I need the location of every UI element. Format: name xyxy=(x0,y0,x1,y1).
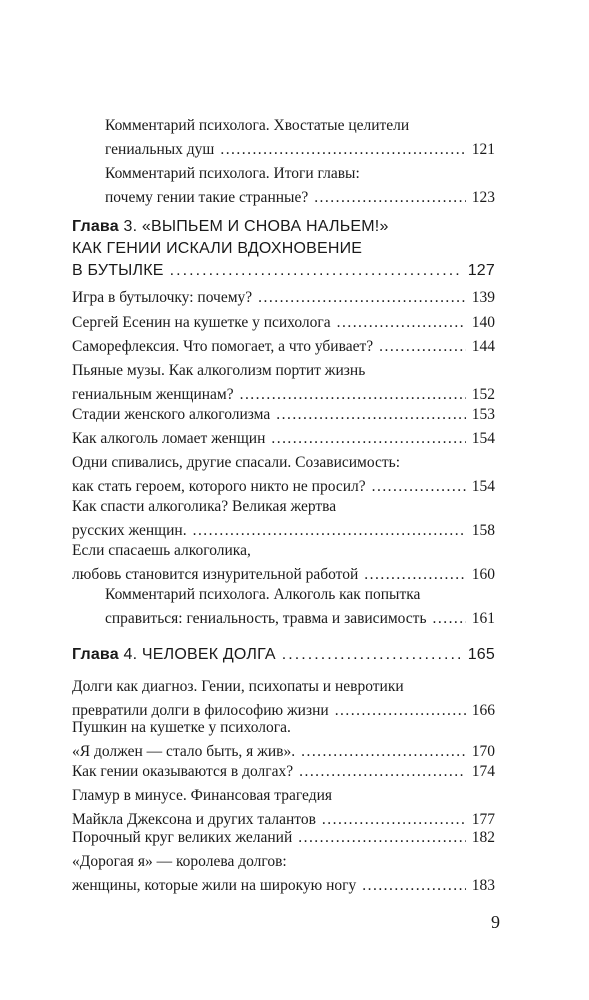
toc-page-number: 166 xyxy=(471,702,495,719)
toc-page-number: 165 xyxy=(467,646,495,663)
toc-entry xyxy=(72,403,495,427)
toc-entry-title: Комментарий психолога. Алкоголь как попытка xyxy=(105,586,421,603)
dot-leader xyxy=(298,826,466,850)
dot-leader xyxy=(337,311,466,335)
toc-entry-title: Стадии женского алкоголизма xyxy=(72,406,271,423)
toc-entry xyxy=(72,850,495,898)
toc-entry-title: русских женщин. xyxy=(72,522,187,539)
toc-entry-title: гениальных душ xyxy=(105,141,215,158)
toc-entry xyxy=(72,784,495,832)
chapter-heading xyxy=(72,644,495,666)
toc-entry xyxy=(72,495,495,543)
toc-entry-title: любовь становится изнурительной работой xyxy=(72,566,359,583)
chapter-title: КАК ГЕНИИ ИСКАЛИ ВДОХНОВЕНИЕ xyxy=(72,240,363,257)
dot-leader xyxy=(362,874,465,898)
toc-entry xyxy=(105,114,495,162)
toc-entry-title: Порочный круг великих желаний xyxy=(72,829,293,846)
toc-entry-title: справиться: гениальность, травма и зависимость xyxy=(105,610,427,627)
chapter-title: В БУТЫЛКЕ xyxy=(72,262,164,279)
dot-leader xyxy=(170,260,462,282)
toc-entry xyxy=(72,539,495,587)
toc-page-number: 170 xyxy=(471,743,495,760)
dot-leader xyxy=(220,138,465,162)
dot-leader xyxy=(282,644,462,666)
toc-entry-title: Пушкин на кушетке у психолога. xyxy=(72,719,291,736)
toc-page-number: 160 xyxy=(471,566,495,583)
toc-page-number: 139 xyxy=(471,289,495,306)
toc-page-number: 183 xyxy=(471,877,495,894)
toc-entry-title: Как спасти алкоголика? Великая жертва xyxy=(72,498,337,515)
toc-page-number: 121 xyxy=(471,141,495,158)
dot-leader xyxy=(314,186,466,210)
toc-entry-title: Сергей Есенин на кушетке у психолога xyxy=(72,314,331,331)
toc-entry-title: почему гении такие странные? xyxy=(105,189,309,206)
toc-entry-title: как стать героем, которого никто не просил? xyxy=(72,478,366,495)
toc-page-number: 127 xyxy=(467,262,495,279)
toc-page-number: 123 xyxy=(471,189,495,206)
toc-entry-title: гениальным женщинам? xyxy=(72,386,234,403)
toc-entry xyxy=(105,162,495,210)
toc-entry-title: Комментарий психолога. Итоги главы: xyxy=(105,165,360,182)
toc-entry-title: Саморефлексия. Что помогает, а что убивает? xyxy=(72,338,374,355)
toc-entry-title: Гламур в минусе. Финансовая трагедия xyxy=(72,787,333,804)
page-number: 9 xyxy=(491,912,500,932)
toc-entry xyxy=(72,451,495,499)
toc-page-number: 144 xyxy=(471,338,495,355)
chapter-title: 4. ЧЕЛОВЕК ДОЛГА xyxy=(118,646,276,663)
chapter-label: Глава xyxy=(72,646,119,663)
chapter-label: Глава xyxy=(72,218,119,235)
toc-entry xyxy=(72,760,495,784)
toc-entry xyxy=(72,716,495,764)
toc-page-number: 177 xyxy=(471,811,495,828)
toc-entry xyxy=(72,826,495,850)
toc-entry-title: Долги как диагноз. Гении, психопаты и невротики xyxy=(72,678,404,695)
toc-entry-title: «Я должен — стало быть, я жив». xyxy=(72,743,296,760)
toc-entry-title: Игра в бутылочку: почему? xyxy=(72,289,253,306)
toc-entry-title: Майкла Джексона и других талантов xyxy=(72,811,316,828)
toc-page-number: 182 xyxy=(471,829,495,846)
toc-page-number: 154 xyxy=(471,478,495,495)
toc-page-number: 158 xyxy=(471,522,495,539)
toc-page-number: 152 xyxy=(471,386,495,403)
toc-entry-title: Как гении оказываются в долгах? xyxy=(72,763,294,780)
dot-leader xyxy=(271,427,465,451)
dot-leader xyxy=(276,403,465,427)
toc-entry-title: Если спасаешь алкоголика, xyxy=(72,542,251,559)
toc-entry xyxy=(72,359,495,407)
dot-leader xyxy=(258,286,466,310)
toc-page-number: 154 xyxy=(471,430,495,447)
toc-page-number: 174 xyxy=(471,763,495,780)
toc-page-number: 140 xyxy=(471,314,495,331)
dot-leader xyxy=(433,607,466,631)
toc-page-number: 153 xyxy=(471,406,495,423)
toc-entry xyxy=(72,311,495,335)
dot-leader xyxy=(379,335,466,359)
toc-entry xyxy=(105,583,495,631)
toc-page-number: 161 xyxy=(471,610,495,627)
toc-entry xyxy=(72,335,495,359)
toc-entry-title: женщины, которые жили на широкую ногу xyxy=(72,877,357,894)
toc-entry xyxy=(72,286,495,310)
toc-entry-title: Пьяные музы. Как алкоголизм портит жизнь xyxy=(72,362,366,379)
toc-entry-title: «Дорогая я» — королева долгов: xyxy=(72,853,287,870)
chapter-title: 3. «ВЫПЬЕМ И СНОВА НАЛЬЕМ!» xyxy=(118,218,389,235)
toc-entry-title: Одни спивались, другие спасали. Созависимость: xyxy=(72,454,401,471)
toc-entry-title: превратили долги в философию жизни xyxy=(72,702,329,719)
toc-entry-title: Как алкоголь ломает женщин xyxy=(72,430,266,447)
chapter-heading xyxy=(72,216,495,282)
toc-entry-title: Комментарий психолога. Хвостатые целители xyxy=(105,117,410,134)
dot-leader xyxy=(299,760,466,784)
toc-entry xyxy=(72,427,495,451)
